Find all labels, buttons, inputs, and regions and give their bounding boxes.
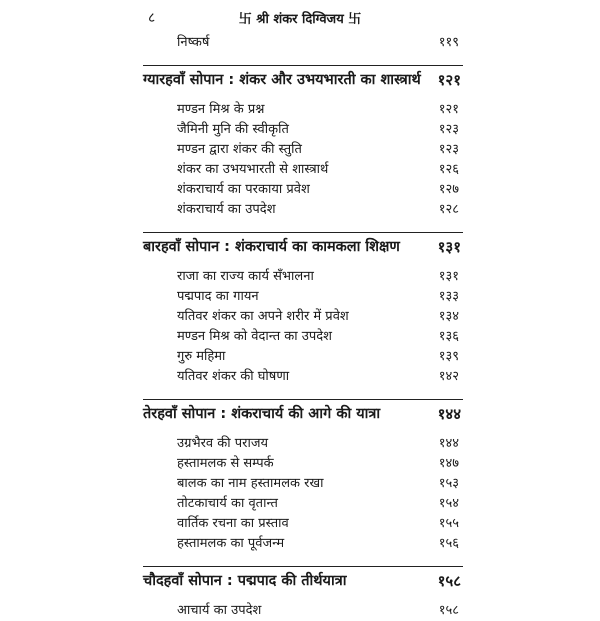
page-ref: १५३	[438, 476, 459, 491]
page-ref: १५५	[438, 516, 459, 531]
entry-title: जैमिनी मुनि की स्वीकृति	[177, 122, 289, 137]
toc-entry	[143, 454, 463, 474]
toc-entry	[143, 180, 463, 200]
entry-title: मण्डन मिश्र को वेदान्त का उपदेश	[177, 329, 332, 344]
toc-entry	[143, 160, 463, 180]
toc-entry	[143, 200, 463, 220]
page-ref: १४७	[438, 456, 459, 471]
toc-entry	[143, 534, 463, 554]
entry-title: राजा का राज्य कार्य सँभालना	[177, 269, 314, 284]
entry-title: पद्मपाद का गायन	[177, 289, 259, 304]
toc-entry	[143, 100, 463, 120]
entry-title: आचार्य का उपदेश	[177, 603, 262, 618]
chapter-title: ग्यारहवाँ सोपान : शंकर और उभयभारती का शास्त्रार्थ	[143, 72, 421, 88]
toc-entry	[143, 434, 463, 454]
chapter-title: चौदहवाँ सोपान : पद्मपाद की तीर्थयात्रा	[143, 573, 347, 589]
page-ref: १३६	[438, 329, 459, 344]
entry-title: गुरु महिमा	[177, 349, 226, 364]
page-ref: १२७	[438, 182, 459, 197]
entry-title: बालक का नाम हस्तामलक रखा	[177, 476, 324, 491]
toc-chapter-heading	[143, 65, 463, 94]
chapter-title: बारहवाँ सोपान : शंकराचार्य का कामकला शिक्षण	[143, 239, 400, 255]
page-ref: ११९	[438, 35, 459, 50]
entry-title: मण्डन मिश्र के प्रश्न	[177, 102, 265, 117]
entry-title: यतिवर शंकर का अपने शरीर में प्रवेश	[177, 309, 349, 324]
toc-entry	[143, 140, 463, 160]
toc-entry	[143, 474, 463, 494]
page-ref: १३१	[438, 269, 459, 284]
entry-title: शंकर का उभयभारती से शास्त्रार्थ	[177, 162, 329, 177]
page-header	[0, 6, 600, 32]
page-ref: १५८	[437, 572, 461, 590]
entry-title: निष्कर्ष	[177, 35, 210, 50]
toc-chapter-heading	[143, 399, 463, 428]
toc-entry	[143, 494, 463, 514]
toc-entry	[143, 367, 463, 387]
toc-entry	[143, 307, 463, 327]
page-number: ८	[148, 10, 156, 26]
entry-title: हस्तामलक का पूर्वजन्म	[177, 536, 285, 551]
page-ref: १३३	[438, 289, 459, 304]
running-title: 卐 श्री शंकर दिग्विजय 卐	[238, 12, 362, 27]
page-ref: १५४	[438, 496, 459, 511]
toc-entry	[143, 514, 463, 534]
entry-title: वार्तिक रचना का प्रस्ताव	[177, 516, 289, 531]
entry-title: हस्तामलक से सम्पर्क	[177, 456, 274, 471]
page-ref: १२३	[438, 122, 459, 137]
page-ref: १२६	[438, 162, 459, 177]
page-ref: १४४	[437, 405, 461, 423]
page-ref: १२८	[438, 202, 459, 217]
chapter-title: तेरहवाँ सोपान : शंकराचार्य की आगे की यात्रा	[143, 406, 381, 422]
toc-chapter-heading	[143, 232, 463, 261]
entry-title: मण्डन द्वारा शंकर की स्तुति	[177, 142, 302, 157]
page-ref: १३४	[438, 309, 459, 324]
page-ref: १३९	[438, 349, 459, 364]
toc-entry	[143, 601, 463, 621]
toc-entry	[143, 287, 463, 307]
entry-title: यतिवर शंकर की घोषणा	[177, 369, 290, 384]
entry-title: तोटकाचार्य का वृतान्त	[177, 496, 278, 511]
page-ref: १४४	[438, 436, 459, 451]
page-ref: १२१	[438, 102, 459, 117]
toc-entry	[143, 267, 463, 287]
page-ref: १३१	[437, 238, 461, 256]
page-ref: १५८	[438, 603, 459, 618]
page-ref: १२३	[438, 142, 459, 157]
table-of-contents	[143, 33, 463, 621]
toc-entry	[143, 347, 463, 367]
toc-entry	[143, 33, 463, 53]
entry-title: उग्रभैरव की पराजय	[177, 436, 269, 451]
page-ref: १४२	[438, 369, 459, 384]
entry-title: शंकराचार्य का उपदेश	[177, 202, 276, 217]
page-ref: १५६	[438, 536, 459, 551]
page-ref: १२१	[437, 71, 461, 89]
entry-title: शंकराचार्य का परकाया प्रवेश	[177, 182, 310, 197]
toc-entry	[143, 327, 463, 347]
toc-entry	[143, 120, 463, 140]
toc-chapter-heading	[143, 566, 463, 595]
